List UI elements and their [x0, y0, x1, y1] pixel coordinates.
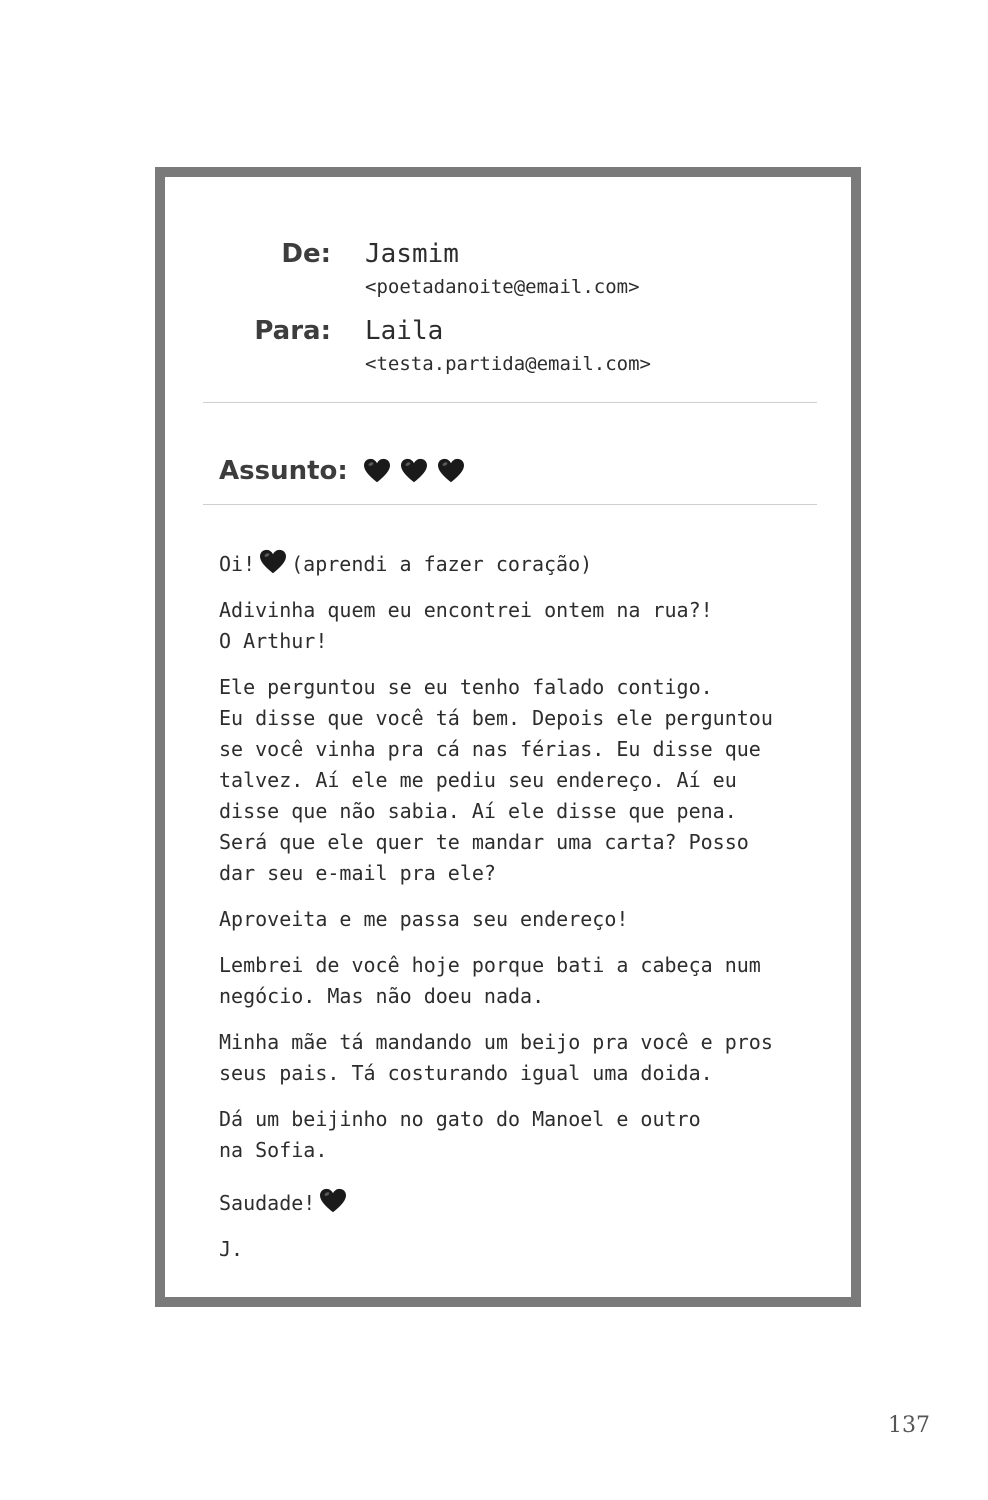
- body-line: Aproveita e me passa seu endereço!: [219, 907, 629, 931]
- body-paragraph: [219, 672, 819, 889]
- black-heart-icon: [259, 549, 287, 575]
- to-name: Laila: [365, 316, 444, 346]
- closing-text: Saudade!: [219, 1191, 316, 1215]
- subject-hearts: [363, 458, 465, 484]
- body-paragraph: [219, 1104, 819, 1166]
- signature-text: J.: [219, 1237, 244, 1261]
- black-heart-icon: [363, 458, 391, 484]
- to-address: <testa.partida@email.com>: [365, 353, 651, 375]
- from-label: De:: [281, 239, 331, 269]
- body-line: disse que não sabia. Aí ele disse que pena.: [219, 799, 737, 823]
- body-line: dar seu e-mail pra ele?: [219, 861, 496, 885]
- email-body: [219, 549, 819, 1280]
- body-line: talvez. Aí ele me pediu seu endereço. Aí eu: [219, 768, 737, 792]
- body-line: Será que ele quer te mandar uma carta? Posso: [219, 830, 749, 854]
- body-paragraph: [219, 950, 819, 1012]
- body-line: negócio. Mas não doeu nada.: [219, 984, 545, 1008]
- body-line: O Arthur!: [219, 629, 328, 653]
- body-line: Ele perguntou se eu tenho falado contigo.: [219, 675, 713, 699]
- subject-divider: [203, 504, 817, 505]
- body-greeting: [219, 549, 819, 580]
- black-heart-icon: [437, 458, 465, 484]
- page-number: 137: [888, 1413, 930, 1438]
- body-paragraph: [219, 1027, 819, 1089]
- from-address: <poetadanoite@email.com>: [365, 276, 640, 298]
- signature: [219, 1234, 819, 1265]
- body-line: na Sofia.: [219, 1138, 328, 1162]
- subject-label: Assunto:: [219, 456, 348, 486]
- to-label: Para:: [254, 316, 331, 346]
- email-frame: [155, 167, 861, 1307]
- header-divider: [203, 402, 817, 403]
- body-line: Minha mãe tá mandando um beijo pra você e pros: [219, 1030, 773, 1054]
- body-line: Adivinha quem eu encontrei ontem na rua?!: [219, 598, 713, 622]
- greeting-note: (aprendi a fazer coração): [291, 552, 593, 576]
- from-name: Jasmim: [365, 239, 459, 269]
- black-heart-icon: [400, 458, 428, 484]
- body-paragraph: [219, 904, 819, 935]
- body-line: Lembrei de você hoje porque bati a cabeça num: [219, 953, 761, 977]
- body-line: Dá um beijinho no gato do Manoel e outro: [219, 1107, 701, 1131]
- greeting-text: Oi!: [219, 552, 256, 576]
- black-heart-icon: [319, 1188, 347, 1214]
- body-line: seus pais. Tá costurando igual uma doida.: [219, 1061, 713, 1085]
- body-line: Eu disse que você tá bem. Depois ele perguntou: [219, 706, 773, 730]
- body-paragraph: [219, 595, 819, 657]
- body-closing: [219, 1188, 819, 1219]
- body-line: se você vinha pra cá nas férias. Eu disse que: [219, 737, 761, 761]
